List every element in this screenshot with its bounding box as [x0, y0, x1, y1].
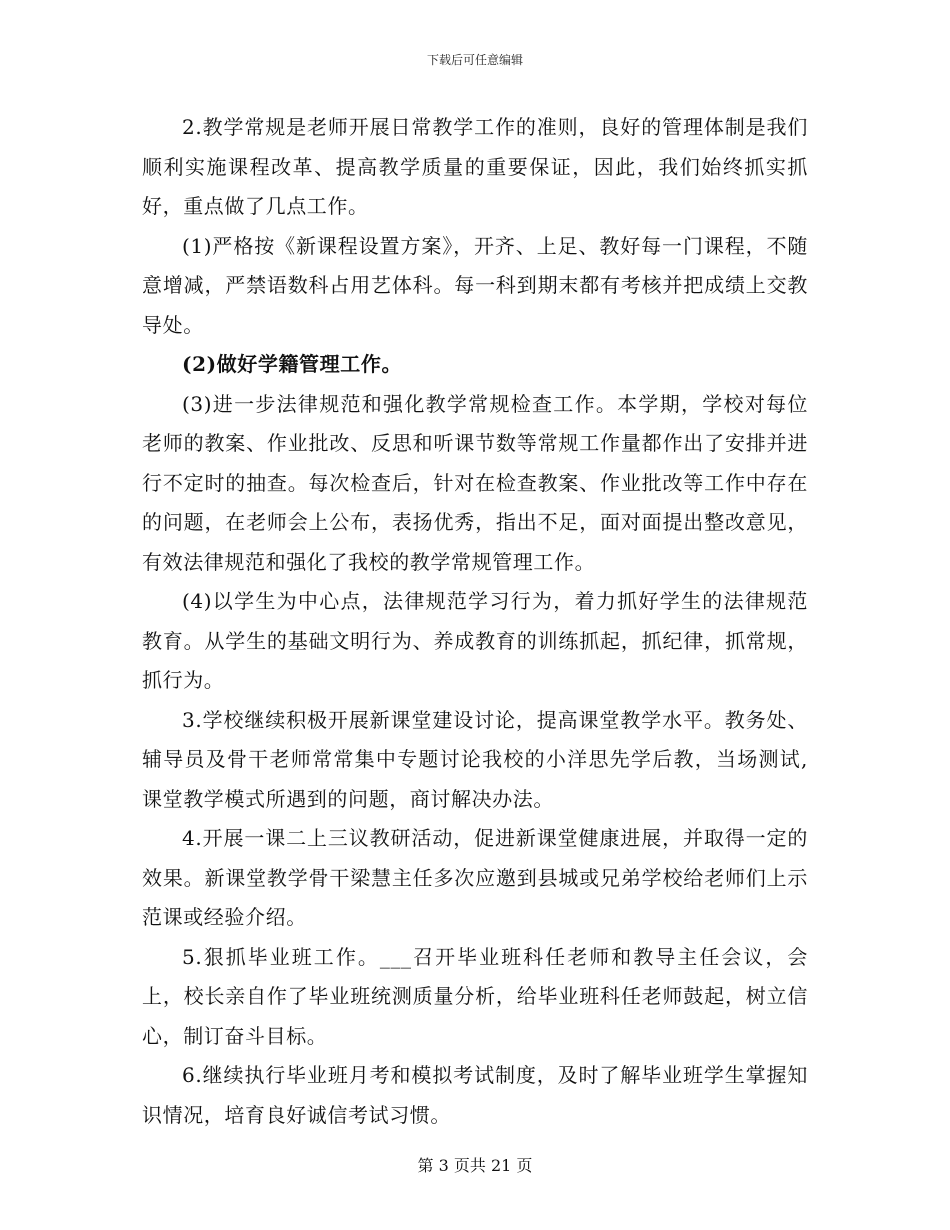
paragraph-student-records: (2)做好学籍管理工作。 — [182, 352, 403, 376]
document-body — [142, 108, 808, 1135]
page-header: 下载后可任意编辑 — [426, 53, 523, 67]
paragraph-new-classroom: 3.学校继续积极开展新课堂建设讨论，提高课堂教学水平。教务处、辅导员及骨干老师常常集中专题讨论我校的小洋思先学后教，当场测试,课堂教学模式所遇到的问题，商讨解决办法。 — [142, 707, 808, 811]
paragraph-teaching-routine: 2.教学常规是老师开展日常教学工作的准则，良好的管理体制是我们顺利实施课程改革、提高教学质量的重要保证，因此，我们始终抓实抓好，重点做了几点工作。 — [142, 115, 808, 218]
paragraph-graduating-class: 5.狠抓毕业班工作。___召开毕业班科任老师和教导主任会议，会上，校长亲自作了毕业班统测质量分析，给毕业班科任老师鼓起，树立信心，制订奋斗目标。 — [142, 944, 808, 1048]
paragraph-mock-exams: 6.继续执行毕业班月考和模拟考试制度，及时了解毕业班学生掌握知识情况，培育良好诚信考试习惯。 — [142, 1063, 808, 1127]
paragraph-teaching-research: 4.开展一课二上三议教研活动，促进新课堂健康进展，并取得一定的效果。新课堂教学骨干梁慧主任多次应邀到县城或兄弟学校给老师们上示范课或经验介绍。 — [142, 826, 808, 929]
page-number: 第 3 页共 21 页 — [417, 1156, 533, 1175]
paragraph-curriculum-plan: (1)严格按《新课程设置方案》，开齐、上足、教好每一门课程，不随意增减，严禁语数科占用艺体科。每一科到期末都有考核并把成绩上交教导处。 — [142, 233, 808, 337]
paragraph-student-behavior: (4)以学生为中心点，法律规范学习行为，着力抓好学生的法律规范教育。从学生的基础文明行为、养成教育的训练抓起，抓纪律，抓常规，抓行为。 — [142, 589, 808, 692]
paragraph-routine-inspection: (3)进一步法律规范和强化教学常规检查工作。本学期，学校对每位老师的教案、作业批改、反思和听课节数等常规工作量都作出了安排并进行不定时的抽查。每次检查后，针对在检查教案、作业批改等工作中存在的问题，在老师会上公布，表扬优秀，指出不足，面对面提出整改意见，有效法律规范和强化了我校的教学常规管理工作。 — [142, 391, 808, 574]
